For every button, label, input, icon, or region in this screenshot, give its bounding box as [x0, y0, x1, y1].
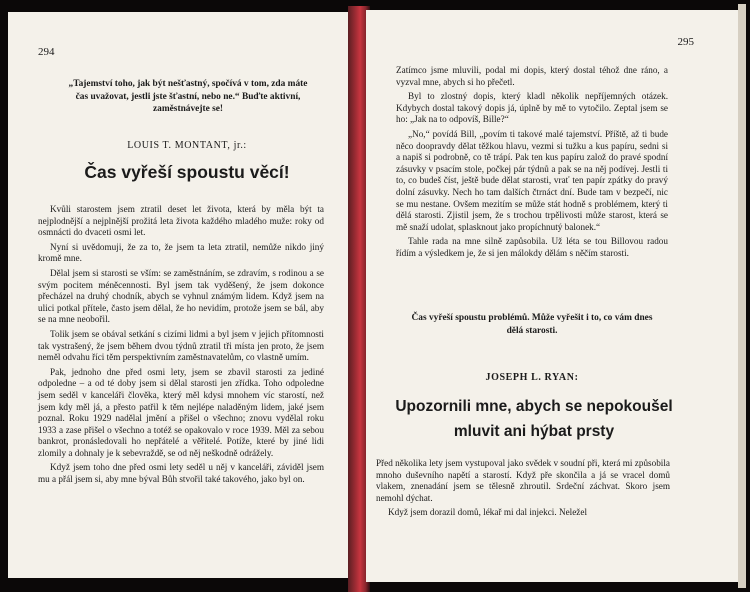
paragraph: Byl to zlostný dopis, který kladl několik nepříjemných otázek. Kdybych dostal takový dopis já, úplně by mě to vytočilo. Zeptal jsem se ho: „Jak na to odpovíš, Bille?“	[396, 91, 668, 125]
body-text-right-top	[396, 65, 668, 263]
page-number-left: 294	[38, 46, 55, 58]
page-edge	[738, 4, 746, 588]
paragraph: Dělal jsem si starosti se vším: se zaměstnáním, se zdravím, s rodinou a se svým pocitem méněcennosti. Byl jsem tak vyděšený, že jsem dokonce přecházel na druhý chodník, abych se vyhnul známým lidem. Když jsem na ulici potkal přítele, často jsem dělal, že ho nevidím, protože jsem se bál, aby se na mne neobořil.	[38, 267, 324, 325]
paragraph: „No,“ povídá Bill, „povím ti takové malé tajemství. Příště, až ti bude něco doopravdy dělat těžkou hlavu, vezmi si tužku a kus papíru, sedni si a napiš si podrobně, co tě trápí. Pak ten kus papíru založ do pravé spodní zásuvky v psacím stole, počkej pár týdnů a pak se na něj podívej. Jestli ti to, co budeš číst, ještě bude dělat starosti, vrať ten papír zpátky do pravý dolní zásuvky. Nech ho tam dalších čtrnáct dní. Bude tam v bezpečí, nic se mu nestane. Ovšem mezitím se může stát hodně s problémem, který ti dělá starosti. Zjistil jsem, že s trochou trpělivosti může starost, která se mě snaží udolat, splasknout jako propíchnutý balonek.“	[396, 128, 668, 232]
chapter-quote-left: „Tajemství toho, jak být nešťastný, spočívá v tom, zda máte čas uvažovat, jestli jste šťastní, nebo ne.“ Buďte aktivní, zaměstnávejte se!	[68, 79, 308, 114]
paragraph: Když jsem toho dne před osmi lety seděl u něj v kanceláři, záviděl jsem mu a přál jsem si, aby mne býval Bůh stvořil také takového, jako byl on.	[38, 462, 324, 485]
left-page	[8, 12, 350, 578]
paragraph: Nyní si uvědomuji, že za to, že jsem ta leta ztratil, nemůže nikdo jiný kromě mne.	[38, 241, 324, 264]
story-title-left: Čas vyřeší spoustu věcí!	[84, 162, 290, 182]
story-title-right: Upozornili mne, abych se nepokoušel mluvit ani hýbat prsty	[395, 398, 673, 440]
paragraph: Zatímco jsme mluvili, podal mi dopis, který dostal téhož dne ráno, a vyzval mne, abych si ho přečetl.	[396, 65, 668, 87]
author-heading-right: JOSEPH L. RYAN:	[485, 372, 579, 383]
body-text-right-bottom	[376, 458, 670, 522]
body-text-left	[38, 204, 324, 489]
author-heading-left: LOUIS T. MONTANT, jr.:	[127, 140, 247, 151]
paragraph: Když jsem dorazil domů, lékař mi dal injekci. Neležel	[388, 507, 587, 518]
chapter-quote-right: Čas vyřeší spoustu problémů. Může vyřešit i to, co vám dnes dělá starosti.	[411, 313, 653, 336]
page-number-right: 295	[677, 36, 694, 48]
paragraph: Pak, jednoho dne před osmi lety, jsem se zbavil starosti za jediné odpoledne – a od té doby jsem si dělal starosti jen zřídka. Toho odpoledne jsem seděl v kanceláři člověka, který měl kdysi mnohem víc starostí, než jsem kdy měl já, a přesto patřil k těm nejlépe naladěným lidem, jaké jsem poznal. Roku 1929 nadělal jmění a přišel o všechno; znovu vydělal roku 1933 a zase přišel o všechno a totéž se opakovalo v roce 1939. Měl za sebou bankrot, pronásledovali ho nepřátelé a věřitelé. Potíže, které by jiné lidi zlomily a dohnaly je k sebevraždě, se od něj neškodně odrážely.	[38, 366, 324, 458]
paragraph: Před několika lety jsem vystupoval jako svědek v soudní při, která mi způsobila mnoho duševního napětí a starostí. Když pře skončila a já se vracel domů vlakem, znenadání jsem se tělesně zhroutil. Srdeční záchvat. Skoro jsem nemohl dýchat.	[376, 458, 670, 503]
right-page	[366, 10, 742, 582]
paragraph: Tolik jsem se obával setkání s cizími lidmi a byl jsem v jejich přítomnosti tak vystrašený, že jsem během dvou týdnů ztratil tři místa jen proto, že jsem neměl odvahu říci těm perspektivním zaměstnavatelům, co vlastně umím.	[38, 328, 324, 363]
paragraph: Tahle rada na mne silně zapůsobila. Už léta se tou Billovou radou řídím a výsledkem je, že si jen málokdy dělám s něčím starosti.	[396, 236, 668, 258]
paragraph: Kvůli starostem jsem ztratil deset let života, která by měla být ta nejplodnější a nejplnější prožitá leta života každého mladého muže: roky od osmnácti do dvaceti osmi let.	[38, 204, 324, 238]
